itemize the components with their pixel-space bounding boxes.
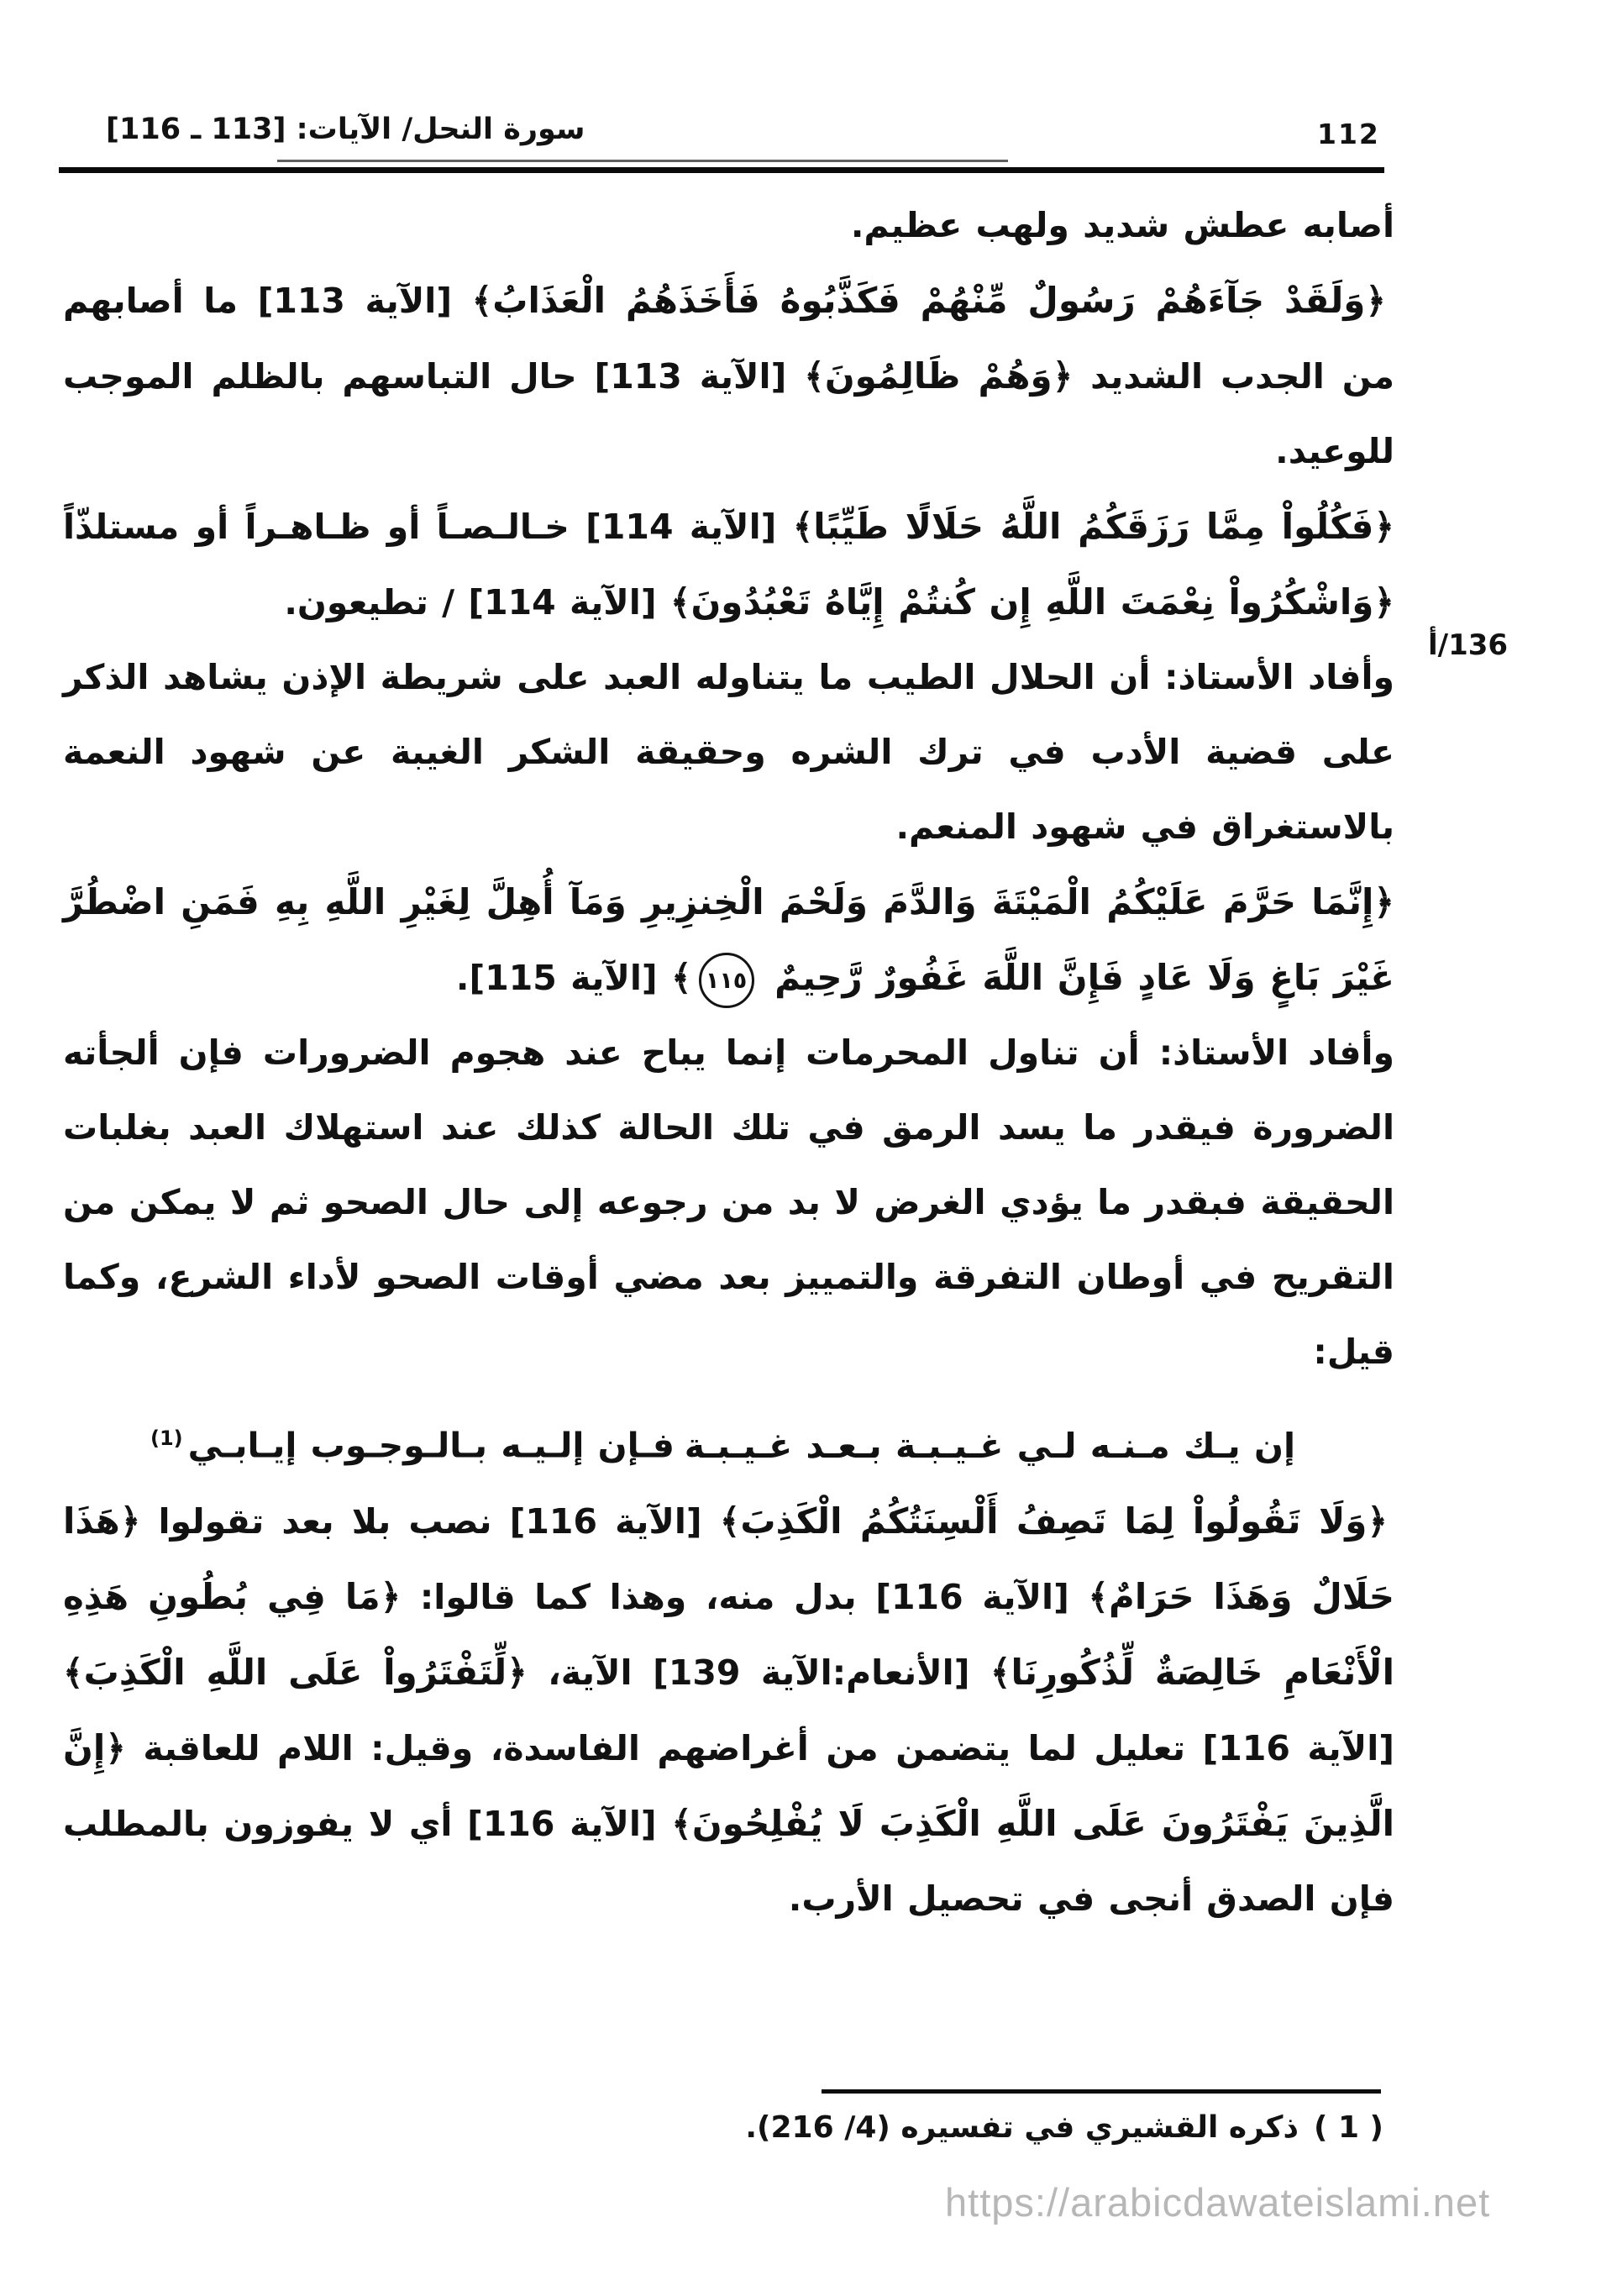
paragraph-verse-113	[63, 263, 1394, 489]
quran-quote-close: ﴾	[670, 957, 692, 998]
folio-marker: 136/أ	[1428, 628, 1509, 662]
poetry-hemistich-left	[150, 1401, 675, 1484]
commentary-text: [الآية 114] / تطيعون.	[284, 582, 670, 623]
commentary-text: [الأنعام:الآية 139] الآية،	[527, 1652, 990, 1693]
quran-quote: ﴿وَلَقَدْ جَآءَهُمْ رَسُولٌ مِّنْهُمْ فَكَذَّبُوهُ فَأَخَذَهُمُ الْعَذَابُ﴾	[471, 280, 1386, 321]
poetry-hemistich-left-text: فـإن إلـيـه بـالـوجـوب إيـابـي	[187, 1425, 675, 1466]
commentary-text: [الآية 113] حال التباسهم بالظلم الموجب للوعيد.	[63, 356, 1394, 471]
quran-quote: ﴿فَكُلُواْ مِمَّا رَزَقَكُمُ اللَّهُ حَلَالًا طَيِّبًا﴾	[792, 506, 1394, 547]
surah-header-title: سورة النحل/ الآيات: [113 ـ 116]	[106, 113, 585, 146]
footnote-marker: ( 1 )	[1313, 2110, 1383, 2145]
page-number: 112	[1317, 118, 1380, 150]
poetry-line	[63, 1401, 1394, 1484]
commentary-text: [الآية 116] تعليل لما يتضمن من أغراضهم الفاسدة، وقيل: اللام للعاقبة	[125, 1727, 1394, 1768]
paragraph-verse-115-quote	[63, 864, 1394, 1016]
paragraph-verse-114	[63, 489, 1394, 640]
poetry-hemistich-right: إن يـك مـنـه لـي غـيـبـة بـعـد غـيـبـة	[684, 1425, 1295, 1466]
quran-quote: ﴿وَهُمْ ظَالِمُونَ﴾	[804, 355, 1074, 397]
paragraph-ustadh-comment-2: وأفاد الأستاذ: أن تناول المحرمات إنما يباح عند هجوم الضرورات فإن ألجأته الضرورة فيقدر ما يسد الرمق في تلك الحالة كذلك عند استهلاك العبد بغلبات الحقيقة فبقدر ما يؤدي الغرض لا بد من رجوعه إلى حال الصحو ثم لا يمكن من التقريح في أوطان التفرقة والتمييز بعد مضي أوقات الصحو لأداء الشرع، وكما قيل:	[63, 1032, 1394, 1372]
paragraph-verse-116	[63, 1484, 1394, 1936]
commentary-text: [الآية 113] ما أصابهم من الجدب الشديد	[63, 281, 1395, 397]
quran-quote: ﴿مَا فِي بُطُونِ هَذِهِ الْأَنْعَامِ خَالِصَةٌ لِّذُكُورِنَا﴾	[63, 1575, 1394, 1693]
commentary-text: [الآية 114] خـالـصـاً أو ظـاهـراً أو مستلذّاً	[63, 507, 793, 547]
quran-quote: ﴿إِنَّ الَّذِينَ يَفْتَرُونَ عَلَى اللَّهِ الْكَذِبَ لَا يُفْلِحُونَ﴾	[63, 1726, 1394, 1844]
quran-quote: ﴿هَذَا حَلَالٌ وَهَذَا حَرَامٌ﴾	[63, 1500, 1394, 1617]
paragraph-intro: أصابه عطش شديد ولهب عظيم.	[850, 205, 1394, 245]
quran-quote: ﴿وَلَا تَقُولُواْ لِمَا تَصِفُ أَلْسِنَتُكُمُ الْكَذِبَ﴾	[719, 1500, 1388, 1542]
footnote	[745, 2110, 1383, 2145]
paragraph-ustadh-comment-1: وأفاد الأستاذ: أن الحلال الطيب ما يتناوله العبد على شريطة الإذن يشاهد الذكر على قضية الأدب في ترك الشره وحقيقة الشكر الغيبة عن شهود النعمة بالاستغراق في شهود المنعم.	[63, 657, 1394, 847]
footnote-divider	[822, 2089, 1381, 2094]
header-rule-artifact	[277, 160, 1008, 162]
verse-number-circle: ١١٥	[699, 953, 754, 1008]
verse-reference: [الآية 115].	[455, 958, 671, 998]
quran-quote: ﴿وَاشْكُرُواْ نِعْمَتَ اللَّهِ إِن كُنتُمْ إِيَّاهُ تَعْبُدُونَ﴾	[669, 581, 1394, 623]
commentary-text: [الآية 116] نصب بلا بعد تقولوا	[140, 1500, 720, 1542]
quran-quote: ﴿إِنَّمَا حَرَّمَ عَلَيْكُمُ الْمَيْتَةَ وَالدَّمَ وَلَحْمَ الْخِنزِيرِ وَمَآ أُهِلَّ لِغَيْرِ اللَّهِ بِهِ فَمَنِ اضْطُرَّ غَيْرَ بَاغٍ وَلَا عَادٍ فَإِنَّ اللَّهَ غَفُورٌ رَّحِيمٌ	[63, 881, 1394, 998]
footnote-text: ذكره القشيري في تفسيره (4/ 216).	[745, 2110, 1299, 2145]
watermark-url: https://arabicdawateislami.net	[945, 2180, 1491, 2225]
commentary-text: [الآية 116] أي لا يفوزون بالمطلب فإن الصدق أنجى في تحصيل الأرب.	[63, 1803, 1394, 1919]
header-rule	[59, 167, 1384, 173]
commentary-text: [الآية 116] بدل منه، وهذا كما قالوا:	[401, 1576, 1089, 1617]
quran-quote: ﴿لِّتَفْتَرُواْ عَلَى اللَّهِ الْكَذِبَ﴾	[63, 1651, 528, 1693]
body-text-column	[63, 188, 1394, 1936]
footnote-reference-superscript: (1)	[150, 1426, 183, 1450]
